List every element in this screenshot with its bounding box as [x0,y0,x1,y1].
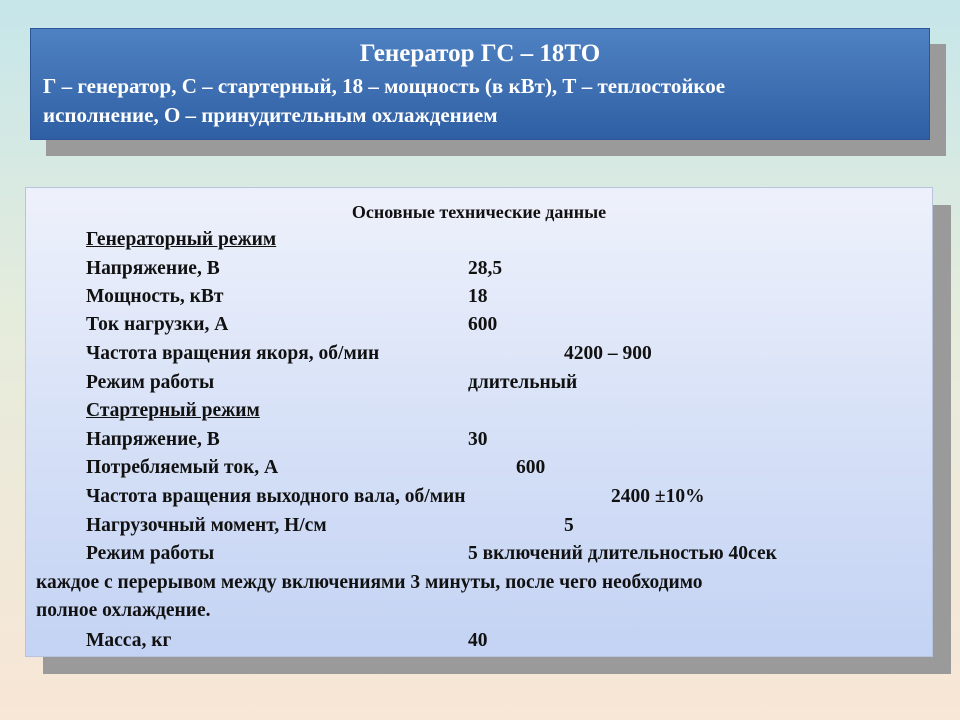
st-mode-continuation-1: каждое с перерывом между включениями 3 минуты, после чего необходимо [36,572,703,593]
st-torque-label: Нагрузочный момент, Н/см [86,515,327,536]
gen-voltage-label: Напряжение, В [86,258,220,279]
gen-speed-value: 4200 – 900 [564,343,652,364]
mass-value: 40 [468,630,488,651]
generator-mode-title: Генераторный режим [86,229,277,250]
gen-mode-value: длительный [468,372,578,393]
gen-current-value: 600 [468,314,498,335]
st-torque-value: 5 [564,515,574,536]
title-box [30,28,930,140]
gen-speed-label: Частота вращения якоря, об/мин [86,343,380,364]
st-mode-label: Режим работы [86,543,215,564]
st-voltage-label: Напряжение, В [86,429,220,450]
st-voltage-value: 30 [468,429,488,450]
gen-mode-label: Режим работы [86,372,215,393]
slide-title: Генератор ГС – 18ТО [359,40,601,67]
gen-voltage-value: 28,5 [468,258,503,279]
gen-power-value: 18 [468,286,488,307]
st-speed-label: Частота вращения выходного вала, об/мин [86,486,466,507]
specs-heading: Основные технические данные [351,202,607,222]
st-current-label: Потребляемый ток, А [86,457,279,478]
title-description-line-1: Г – генератор, С – стартерный, 18 – мощность (в кВт), Т – теплостойкое [43,74,726,98]
st-mode-continuation-2: полное охлаждение. [36,600,211,621]
st-mode-value: 5 включений длительностью 40сек [468,543,777,564]
gen-power-label: Мощность, кВт [86,286,224,307]
mass-label: Масса, кг [86,630,172,651]
specs-panel [25,187,933,657]
gen-current-label: Ток нагрузки, А [86,314,229,335]
title-description-line-2: исполнение, О – принудительным охлаждением [43,103,498,127]
st-speed-value: 2400 ±10% [611,486,705,507]
st-current-value: 600 [516,457,546,478]
starter-mode-title: Стартерный режим [86,400,260,421]
